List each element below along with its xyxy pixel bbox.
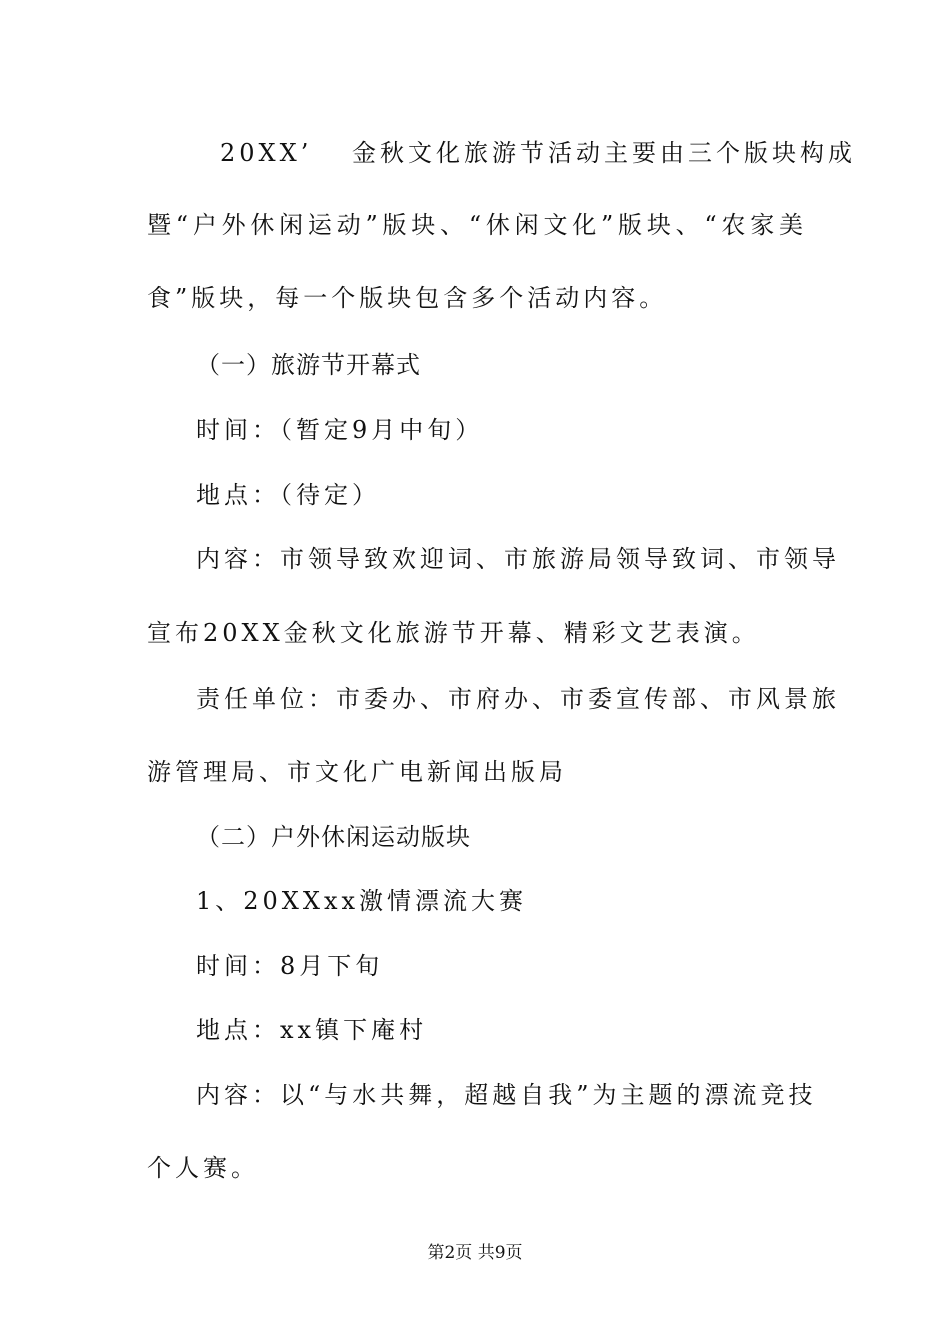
opening-responsible-line-2: 游管理局、市文化广电新闻出版局	[147, 758, 567, 786]
rafting-time: 时间：8月下旬	[196, 952, 384, 980]
opening-content-line-1: 内容：市领导致欢迎词、市旅游局领导致词、市领导	[196, 545, 840, 573]
rafting-location: 地点：xx镇下庵村	[196, 1016, 428, 1044]
page-number-footer: 第2页 共9页	[427, 1243, 523, 1263]
opening-location: 地点：（待定）	[196, 481, 380, 509]
opening-content-line-2: 宣布20XX金秋文化旅游节开幕、精彩文艺表演。	[147, 619, 760, 647]
section-heading-outdoor: （二）户外休闲运动版块	[196, 823, 471, 851]
opening-time: 时间：（暂定9月中旬）	[196, 416, 484, 444]
rafting-content-line-2: 个人赛。	[147, 1154, 259, 1182]
opening-responsible-line-1: 责任单位：市委办、市府办、市委宣传部、市风景旅	[196, 685, 840, 713]
rafting-title: 1、20XXxx激情漂流大赛	[196, 887, 528, 915]
section-heading-opening: （一）旅游节开幕式	[196, 351, 421, 379]
paragraph-intro-line-1: 20XX’ 金秋文化旅游节活动主要由三个版块构成	[220, 139, 856, 167]
rafting-content-line-1: 内容：以“与水共舞，超越自我”为主题的漂流竞技	[196, 1081, 817, 1109]
paragraph-intro-line-3: 食”版块，每一个版块包含多个活动内容。	[147, 284, 668, 312]
paragraph-intro-line-2: 暨“户外休闲运动”版块、“休闲文化”版块、“农家美	[147, 211, 807, 239]
